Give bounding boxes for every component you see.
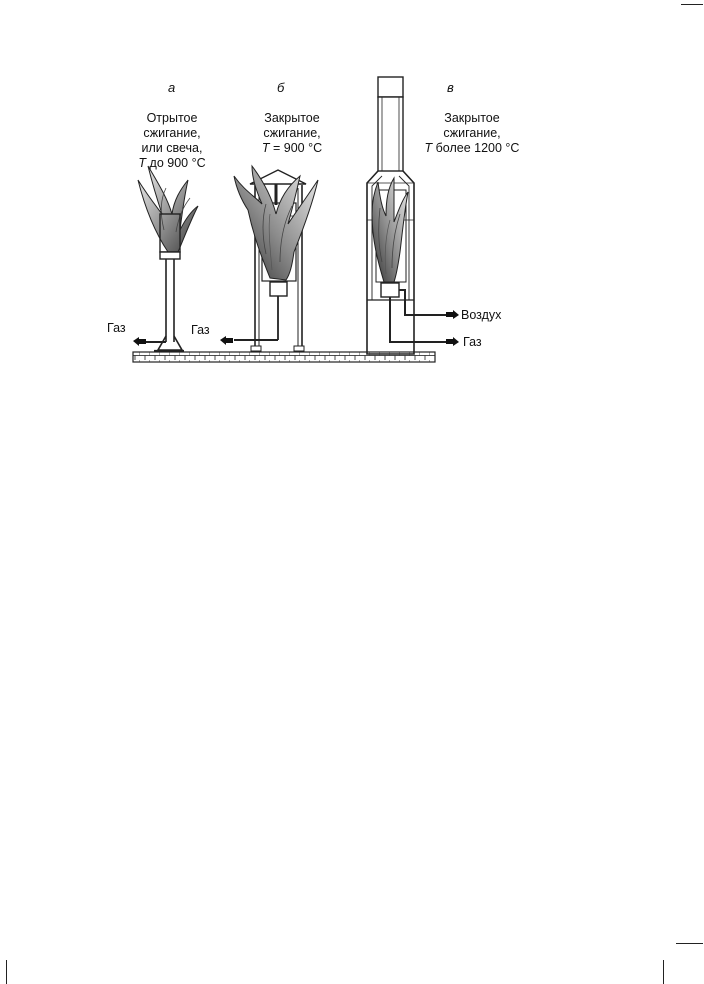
panel-v-gas-label: Газ [463, 335, 482, 349]
panel-b-caption-1: Закрытое [264, 111, 320, 125]
panel-b [191, 80, 322, 351]
panel-v-gas-arrow-icon [446, 337, 459, 346]
panel-a-arrow-icon [133, 337, 146, 346]
panel-v-air-label: Воздух [461, 308, 502, 322]
panel-b-arrow-icon [220, 336, 233, 345]
panel-a-caption-1: Отрытое [146, 111, 198, 125]
panel-v [367, 77, 519, 354]
panel-b-gas-label: Газ [191, 323, 210, 337]
panel-a-flame-icon [138, 166, 198, 252]
panel-v-flame-icon [372, 178, 408, 282]
panel-a-temp-symbol: T [138, 156, 147, 170]
panel-b-letter: б [277, 80, 285, 95]
panel-v-caption-3 [425, 141, 520, 155]
panel-v-air-arrow-icon [446, 310, 459, 319]
panel-v-caption-1: Закрытое [444, 111, 500, 125]
panel-b-temp-value: = 900 °С [269, 141, 323, 155]
panel-v-caption-2: сжигание, [443, 126, 501, 140]
panel-a-gas-label: Газ [107, 321, 126, 335]
panel-v-temp-symbol: T [424, 141, 433, 155]
panel-a [107, 80, 206, 351]
panel-a-temp-value: до 900 °С [146, 156, 206, 170]
panel-v-letter: в [447, 80, 454, 95]
panel-b-caption-3 [262, 141, 322, 155]
panel-a-letter: а [168, 80, 176, 95]
panel-b-caption-2: сжигание, [263, 126, 321, 140]
panel-b-temp-symbol: T [261, 141, 270, 155]
panel-a-caption-2: сжигание, [143, 126, 201, 140]
panel-v-temp-value: более 1200 °С [432, 141, 520, 155]
panel-a-caption-3: или свеча, [141, 141, 203, 155]
